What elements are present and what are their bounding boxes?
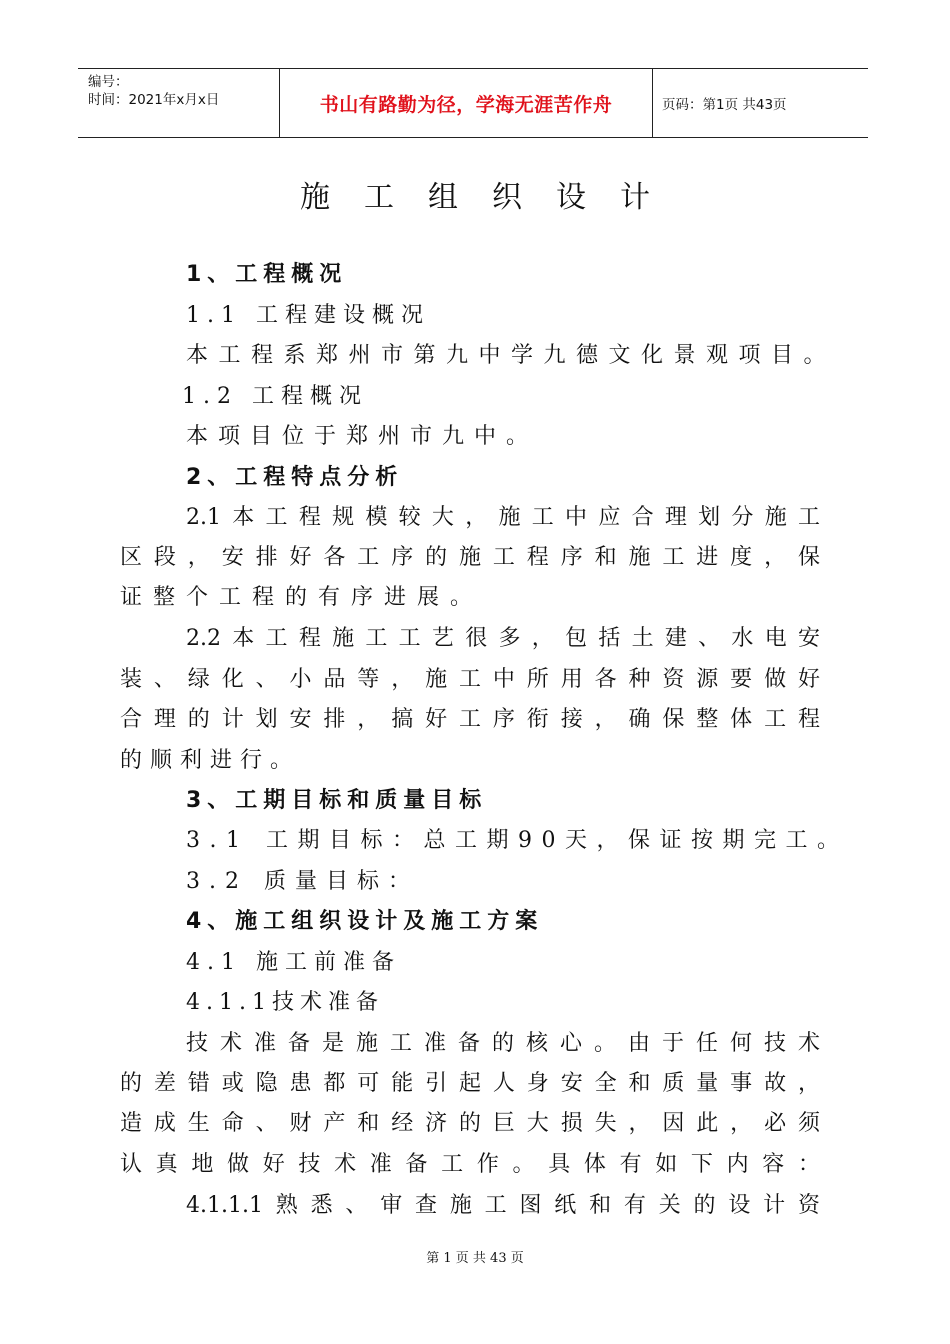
paragraph-line: 3.1 工期目标：总工期90天，保证按期完工。 [186, 828, 849, 853]
paragraph-line: 2.2本工程施工工艺很多，包括土建、水电安 [186, 626, 820, 651]
paragraph-line: 2.1本工程规模较大，施工中应合理划分施工 [186, 505, 820, 530]
header-divider [652, 69, 653, 137]
header-meta [88, 73, 219, 109]
paragraph-line: 本工程系郑州市第九中学九德文化景观项目。 [186, 343, 837, 368]
paragraph-line: 装、绿化、小品等，施工中所用各种资源要做好 [120, 667, 820, 692]
section-heading: 4、施工组织设计及施工方案 [186, 909, 544, 934]
paragraph-line: 证整个工程的有序进展。 [120, 585, 484, 610]
subsection-heading: 4.1 施工前准备 [186, 950, 401, 975]
subsection-heading: 1.2 工程概况 [182, 384, 368, 409]
paragraph-line: 技术准备是施工准备的核心。由于任何技术 [186, 1031, 820, 1056]
subsection-heading: 1.1 工程建设概况 [186, 303, 430, 328]
paragraph-line: 造成生命、财产和经济的巨大损失，因此，必须 [120, 1111, 820, 1136]
paragraph-line: 本项目位于郑州市九中。 [186, 424, 539, 449]
paragraph-line: 区段，安排好各工序的施工程序和施工进度，保 [120, 545, 820, 570]
paragraph-line: 的顺利进行。 [120, 748, 301, 773]
time-label: 时间：2021年x月x日 [88, 92, 220, 108]
section-heading: 1、工程概况 [186, 262, 348, 287]
paragraph-line: 认真地做好技术准备工作。具体有如下内容： [120, 1152, 820, 1177]
subsection-heading: 4.1.1技术准备 [186, 990, 384, 1015]
header-motto: 书山有路勤为径，学海无涯苦作舟 [319, 93, 613, 116]
paragraph-line: 4.1.1.1熟悉、审查施工图纸和有关的设计资 [186, 1193, 820, 1218]
page-footer: 第 1 页 共 43 页 [426, 1251, 524, 1266]
paragraph-line: 的差错或隐患都可能引起人身安全和质量事故， [120, 1071, 820, 1096]
paragraph-line: 合理的计划安排，搞好工序衔接，确保整体工程 [120, 707, 820, 732]
page-header [78, 68, 868, 138]
section-heading: 3、工期目标和质量目标 [186, 788, 488, 813]
section-heading: 2、工程特点分析 [186, 465, 404, 490]
code-label: 编号： [88, 74, 129, 90]
header-page-info: 页码：第1页 共43页 [662, 97, 787, 113]
paragraph-line: 3.2 质量目标： [186, 869, 419, 894]
document-title: 施工组织设计 [300, 180, 684, 215]
